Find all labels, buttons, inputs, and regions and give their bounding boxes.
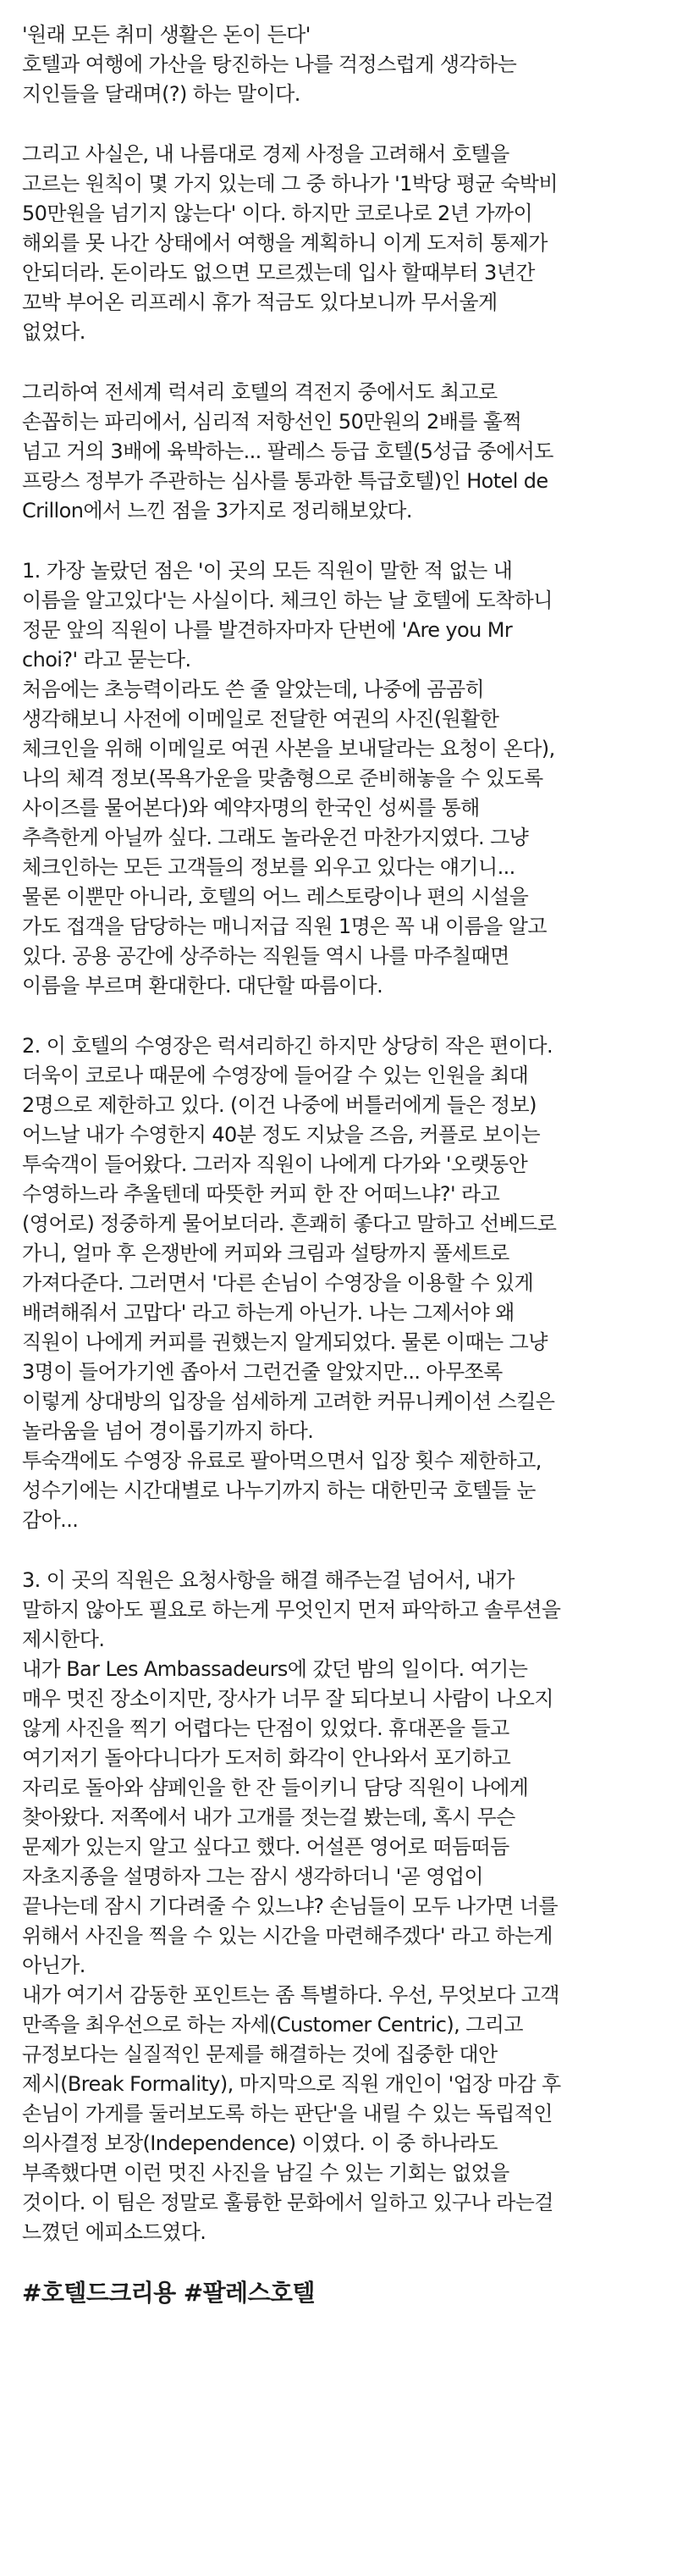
text-line: 않게 사진을 찍기 어렵다는 단점이 있었다. 휴대폰을 들고 [22, 1716, 509, 1740]
text-line: 자리로 돌아와 샴페인을 한 잔 들이키니 담당 직원이 나에게 [22, 1776, 529, 1799]
text-line: 체크인하는 모든 고객들의 정보를 외우고 있다는 얘기니... [22, 855, 515, 879]
text-line: 체크인을 위해 이메일로 여권 사본을 보내달라는 요청이 온다), [22, 737, 555, 760]
text-line: 부족했다면 이런 멋진 사진을 남길 수 있는 기회는 없었을 [22, 2161, 509, 2185]
hashtag-row [22, 2276, 657, 2310]
paragraph-gap [22, 1535, 657, 1566]
text-line: 꼬박 부어온 리프레시 휴가 적금도 있다보니까 무서울게 [22, 290, 498, 314]
text-line: 말하지 않아도 필요로 하는게 무엇인지 먼저 파악하고 솔루션을 [22, 1598, 561, 1622]
text-line: 직원이 나에게 커피를 권했는지 알게되었다. 물론 이때는 그냥 [22, 1330, 548, 1354]
text-line: 여기저기 돌아다니다가 도저히 화각이 안나와서 포기하고 [22, 1746, 511, 1770]
text-line: 자초지종을 설명하자 그는 잠시 생각하더니 '곧 영업이 [22, 1865, 484, 1888]
paragraph-gap [22, 109, 657, 140]
text-line: 그리고 사실은, 내 나름대로 경제 사정을 고려해서 호텔을 [22, 142, 509, 166]
text-line: Crillon에서 느낀 점을 3가지로 정리해보았다. [22, 499, 412, 522]
paragraph-2 [22, 140, 657, 347]
text-line: 50만원을 넘기지 않는다' 이다. 하지만 코로나로 2년 가까이 [22, 202, 533, 225]
text-line: 만족을 최우선으로 하는 자세(Customer Centric), 그리고 [22, 2013, 523, 2037]
text-line: 매우 멋진 장소이지만, 장사가 너무 잘 되다보니 사람이 나오지 [22, 1687, 553, 1711]
text-line: 있다. 공용 공간에 상주하는 직원들 역시 나를 마주칠때면 [22, 944, 509, 968]
text-line: 것이다. 이 팀은 정말로 훌륭한 문화에서 일하고 있구나 라는걸 [22, 2191, 553, 2214]
text-line: 해외를 못 나간 상태에서 여행을 계획하니 이게 도저히 통제가 [22, 231, 548, 255]
paragraph-3 [22, 378, 657, 526]
paragraph-gap [22, 526, 657, 556]
text-line: 더욱이 코로나 때문에 수영장에 들어갈 수 있는 인원을 최대 [22, 1064, 529, 1087]
text-line: 제시한다. [22, 1628, 105, 1651]
text-line: 나의 체격 정보(목욕가운을 맞춤형으로 준비해놓을 수 있도록 [22, 766, 543, 790]
text-line: 이렇게 상대방의 입장을 섬세하게 고려한 커뮤니케이션 스킬은 [22, 1390, 555, 1413]
text-line: 문제가 있는지 알고 싶다고 했다. 어설픈 영어로 떠듬떠듬 [22, 1835, 509, 1859]
text-line: 3명이 들어가기엔 좁아서 그런건줄 알았지만... 아무쪼록 [22, 1360, 503, 1384]
text-line: 제시(Break Formality), 마지막으로 직원 개인이 '업장 마감 후 [22, 2072, 561, 2096]
text-line: 지인들을 달래며(?) 하는 말이다. [22, 82, 300, 106]
text-line: 추측한게 아닐까 싶다. 그래도 놀라운건 마찬가지였다. 그냥 [22, 826, 529, 849]
text-line: 손님이 가게를 둘러보도록 하는 판단'을 내릴 수 있는 독립적인 [22, 2102, 553, 2125]
text-line: 3. 이 곳의 직원은 요청사항을 해결 해주는걸 넘어서, 내가 [22, 1568, 515, 1592]
text-line: 의사결정 보장(Independence) 이였다. 이 중 하나라도 [22, 2131, 498, 2155]
text-line: 가도 접객을 담당하는 매니저급 직원 1명은 꼭 내 이름을 알고 [22, 915, 547, 938]
text-line: 그리하여 전세계 럭셔리 호텔의 격전지 중에서도 최고로 [22, 380, 498, 404]
text-line: 안되더라. 돈이라도 없으면 모르겠는데 입사 할때부터 3년간 [22, 261, 535, 285]
text-line: 느꼈던 에피소드였다. [22, 2220, 206, 2244]
text-line: 감아... [22, 1508, 79, 1532]
text-line: 놀라움을 넘어 경이롭기까지 하다. [22, 1419, 314, 1443]
text-line: 이름을 알고있다'는 사실이다. 체크인 하는 날 호텔에 도착하니 [22, 589, 553, 612]
text-line: 가져다준다. 그러면서 '다른 손님이 수영장을 이용할 수 있게 [22, 1271, 534, 1295]
text-line: 1. 가장 놀랐던 점은 '이 곳의 모든 직원이 말한 적 없는 내 [22, 559, 513, 583]
text-line: 투숙객에도 수영장 유료로 팔아먹으면서 입장 횟수 제한하고, [22, 1449, 542, 1473]
text-line: 2명으로 제한하고 있다. (이건 나중에 버틀러에게 들은 정보) [22, 1093, 537, 1117]
text-line: 생각해보니 사전에 이메일로 전달한 여권의 사진(원활한 [22, 707, 499, 731]
text-line: 없었다. [22, 320, 85, 344]
text-line: 정문 앞의 직원이 나를 발견하자마자 단번에 'Are you Mr [22, 618, 513, 642]
paragraph-gap [22, 347, 657, 378]
text-line: 이름을 부르며 환대한다. 대단할 따름이다. [22, 974, 383, 998]
text-line: 끝나는데 잠시 기다려줄 수 있느냐? 손님들이 모두 나가면 너를 [22, 1894, 558, 1918]
text-line: 호텔과 여행에 가산을 탕진하는 나를 걱정스럽게 생각하는 [22, 53, 517, 76]
text-line: 2. 이 호텔의 수영장은 럭셔리하긴 하지만 상당히 작은 편이다. [22, 1034, 553, 1058]
text-line: 처음에는 초능력이라도 쓴 줄 알았는데, 나중에 곰곰히 [22, 677, 485, 701]
text-line: 넘고 거의 3배에 육박하는... 팔레스 등급 호텔(5성급 중에서도 [22, 439, 553, 463]
text-line: 내가 Bar Les Ambassadeurs에 갔던 밤의 일이다. 여기는 [22, 1657, 528, 1681]
text-line: 손꼽히는 파리에서, 심리적 저항선인 50만원의 2배를 훌쩍 [22, 410, 522, 434]
text-line: 내가 여기서 감동한 포인트는 좀 특별하다. 우선, 무엇보다 고객 [22, 1983, 559, 2007]
text-line: 물론 이뿐만 아니라, 호텔의 어느 레스토랑이나 편의 시설을 [22, 885, 529, 909]
text-line: 사이즈를 물어본다)와 예약자명의 한국인 성씨를 통해 [22, 796, 480, 820]
text-line: 규정보다는 실질적인 문제를 해결하는 것에 집중한 대안 [22, 2043, 498, 2066]
paragraph-gap [22, 1001, 657, 1031]
text-line: '원래 모든 취미 생활은 돈이 든다' [22, 23, 311, 47]
text-line: 프랑스 정부가 주관하는 심사를 통과한 특급호텔)인 Hotel de [22, 469, 548, 493]
text-line: 위해서 사진을 찍을 수 있는 시간을 마련해주겠다' 라고 하는게 [22, 1924, 553, 1948]
text-line: 배려해줘서 고맙다' 라고 하는게 아닌가. 나는 그제서야 왜 [22, 1301, 515, 1324]
post-text [22, 20, 657, 2247]
text-line: choi?' 라고 묻는다. [22, 648, 191, 672]
text-line: 투숙객이 들어왔다. 그러자 직원이 나에게 다가와 '오랫동안 [22, 1153, 528, 1176]
text-line: 성수기에는 시간대별로 나누기까지 하는 대한민국 호텔들 눈 [22, 1479, 536, 1502]
paragraph-4 [22, 556, 657, 1001]
text-line: 수영하느라 추울텐데 따뜻한 커피 한 잔 어떠느냐?' 라고 [22, 1182, 500, 1206]
text-line: 고르는 원칙이 몇 가지 있는데 그 중 하나가 '1박당 평균 숙박비 [22, 172, 558, 196]
text-line: 가니, 얼마 후 은쟁반에 커피와 크림과 설탕까지 풀세트로 [22, 1241, 509, 1265]
text-line: 찾아왔다. 저쪽에서 내가 고개를 젓는걸 봤는데, 혹시 무슨 [22, 1805, 515, 1829]
hashtag-palace-hotel[interactable]: #팔레스호텔 [183, 2279, 315, 2307]
text-line: 어느날 내가 수영한지 40분 정도 지났을 즈음, 커플로 보이는 [22, 1123, 541, 1147]
hashtag-hotel-de-crillon[interactable]: #호텔드크리용 [22, 2279, 176, 2307]
text-line: (영어로) 정중하게 물어보더라. 흔쾌히 좋다고 말하고 선베드로 [22, 1212, 557, 1235]
paragraph-1 [22, 20, 657, 109]
text-line: 아닌가. [22, 1954, 85, 1977]
paragraph-5 [22, 1031, 657, 1535]
paragraph-6 [22, 1566, 657, 2247]
